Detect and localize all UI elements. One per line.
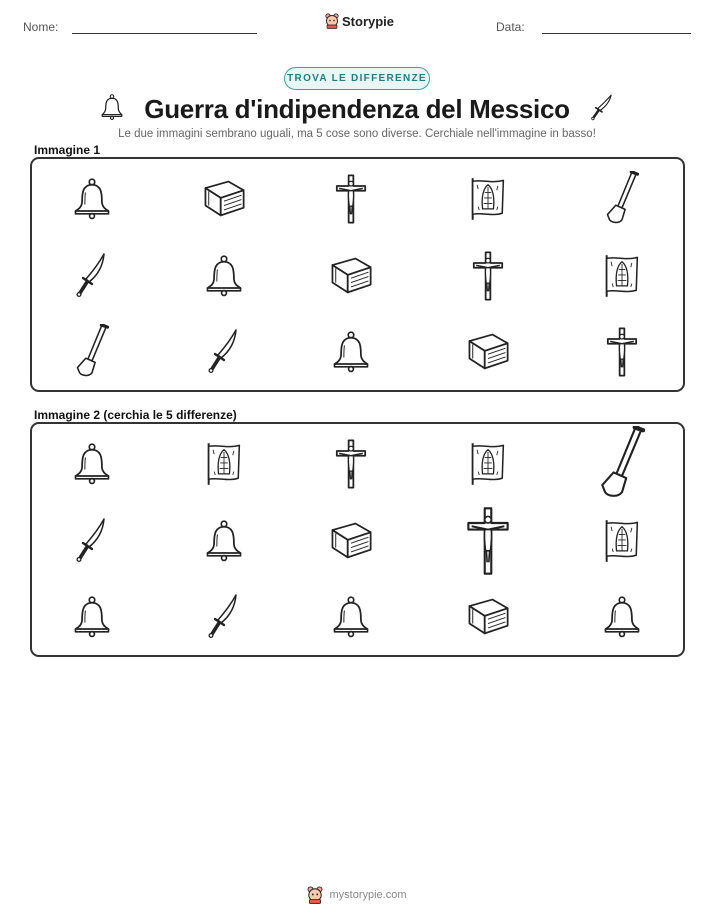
banner-icon (582, 236, 662, 316)
sword-icon (52, 236, 132, 316)
sword-icon[interactable] (184, 577, 264, 657)
brand-name: Storypie (342, 13, 395, 29)
image1-label: Immagine 1 (34, 143, 101, 157)
bell-icon (52, 159, 132, 239)
footer-url: mystorypie.com (329, 889, 407, 901)
bell-icon[interactable] (582, 577, 662, 657)
book-icon (311, 236, 391, 316)
page-title: Guerra d'indipendenza del Messico (144, 94, 570, 124)
shovel-icon (52, 312, 132, 392)
bell-icon[interactable] (52, 577, 132, 657)
worksheet-type-badge: TROVA LE DIFFERENZE (284, 67, 430, 90)
title-row (0, 92, 714, 127)
footer (0, 886, 714, 904)
banner-icon[interactable] (448, 424, 528, 504)
bell-icon[interactable] (311, 577, 391, 657)
date-line[interactable] (542, 33, 691, 34)
bell-icon (311, 312, 391, 392)
banner-icon[interactable] (582, 501, 662, 581)
bell-icon (98, 93, 126, 126)
crucifix-icon (448, 236, 528, 316)
name-label: Nome: (23, 20, 59, 34)
sword-icon (184, 312, 264, 392)
bell-icon (184, 236, 264, 316)
image2-label: Immagine 2 (cerchia le 5 differenze) (34, 408, 237, 422)
brand-logo (325, 13, 394, 29)
shovel-icon[interactable] (582, 424, 662, 504)
crucifix-icon[interactable] (311, 424, 391, 504)
storypie-mascot-icon (307, 886, 323, 904)
book-icon[interactable] (448, 577, 528, 657)
book-icon (184, 159, 264, 239)
sword-icon (588, 92, 616, 127)
crucifix-icon (582, 312, 662, 392)
storypie-mascot-icon (325, 13, 339, 29)
date-label: Data: (496, 20, 525, 34)
book-icon[interactable] (311, 501, 391, 581)
instructions: Le due immagini sembrano uguali, ma 5 cose sono diverse. Cerchiale nell'immagine in basso! (118, 128, 596, 140)
shovel-icon (582, 159, 662, 239)
book-icon (448, 312, 528, 392)
sword-icon[interactable] (52, 501, 132, 581)
name-line[interactable] (72, 33, 257, 34)
bell-icon[interactable] (52, 424, 132, 504)
crucifix-icon (311, 159, 391, 239)
banner-icon[interactable] (184, 424, 264, 504)
image1-panel (30, 157, 685, 392)
image2-panel[interactable] (30, 422, 685, 657)
crucifix-icon[interactable] (448, 501, 528, 581)
bell-icon[interactable] (184, 501, 264, 581)
banner-icon (448, 159, 528, 239)
